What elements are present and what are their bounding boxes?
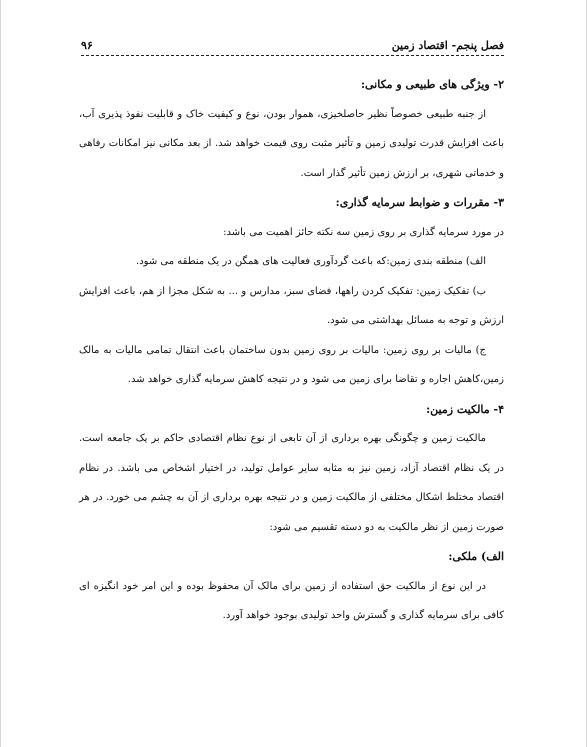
paragraph: در مورد سرمایه گذاری بر روی زمین سه نکته حائز اهمیت می باشد: [223,226,504,238]
page-number: ۹۶ [81,38,93,52]
subsection-heading: الف) ملکی: [448,550,504,563]
paragraph: در این نوع از مالکیت حق استفاده از زمین برای مالک آن محفوظ بوده و این امر خود انگیزه ای کافی برای سرمایه گذاری و گسترش واحد تولیدی بوجود خواهد آورد. [79,580,504,621]
list-item: ج) مالیات بر روی زمین: مالیات بر روی زمین بدون ساختمان باعث انتقال تمامی مالیات به مالک زمین،کاهش اجاره و تقاضا برای زمین می شود و در نتیجه کاهش سرمایه گذاری خواهد شد. [79,344,504,385]
header-divider [81,55,504,56]
section-heading: ۴- مالکیت زمین: [426,402,504,416]
list-item: الف) منطقه بندی زمین:که باعث گردآوری فعالیت های همگن در یک منطقه می شود. [136,256,486,267]
paragraph: مالکیت زمین و چگونگی بهره برداری از آن تابعی از نوع نظام اقتصادی حاکم بر یک جامعه است. در یک نظام اقتصاد آزاد، زمین نیز به مثابه سایر عوامل تولید، در اختیار اشخاص می باشد. در نظام اقتصاد مختلط اشکال مختلفی از مالکیت زمین و در نتیجه بهره برداری از آن به چشم می خورد. در هر صورت زمین از نظر مالکیت به دو دسته تقسیم می شود: [79,433,504,533]
chapter-title: فصل پنجم- اقتصاد زمین [391,38,504,52]
paragraph: از جنبه طبیعی خصوصاً نظیر حاصلخیزی، هموار بودن، نوع و کیفیت خاک و قابلیت نفوذ پذیری آب، باعث افزایش قدرت تولیدی زمین و تأثیر مثبت روی قیمت خواهد شد. از بعد مکانی نیز امکانات رفاهی و خدماتی شهری، بر ارزش زمین تأثیر گذار است. [79,108,504,179]
list-item: ب) تفکیک زمین: تفکیک کردن راهها، فضای سبز، مدارس و ... به شکل مجزا از هم، باعث افزایش ارزش و توجه به مسائل بهداشتی می شود. [79,285,504,326]
section-heading: ۲- ویژگی های طبیعی و مکانی: [360,78,504,91]
page-header [81,36,504,54]
document-body [79,70,504,631]
section-heading: ۳- مقررات و ضوابط سرمایه گذاری: [335,196,504,209]
